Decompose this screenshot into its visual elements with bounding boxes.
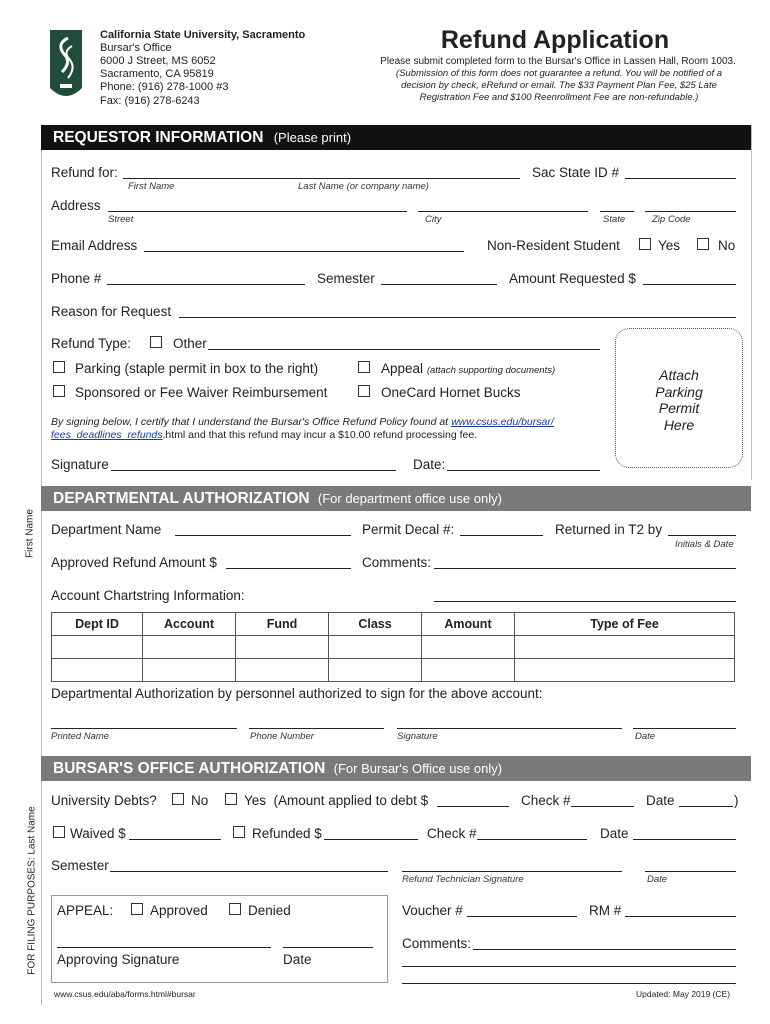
bursar-semester-field[interactable] — [110, 871, 388, 872]
appeal-approved-label: Approved — [150, 903, 208, 918]
bursar-check-label: Check # — [521, 793, 571, 808]
debts-yes-label: Yes (Amount applied to debt $ — [244, 793, 429, 808]
table-cell[interactable] — [329, 636, 422, 659]
waived-checkbox[interactable] — [53, 826, 65, 838]
bursar-semester-label: Semester — [51, 858, 109, 873]
date-field[interactable] — [447, 470, 600, 471]
dept-name-field[interactable] — [175, 535, 351, 536]
rm-label: RM # — [589, 903, 622, 918]
dept-comments-field-2[interactable] — [434, 601, 736, 602]
bursar-section-heading — [41, 756, 751, 781]
refund-policy-link-cont[interactable]: fees_deadlines_refunds — [51, 429, 163, 441]
approving-signature-field[interactable] — [57, 947, 271, 948]
amount-requested-label: Amount Requested $ — [509, 271, 636, 286]
approved-amount-field[interactable] — [226, 568, 351, 569]
phone-label: Phone # — [51, 271, 102, 286]
date-label: Date: — [413, 457, 446, 472]
table-cell[interactable] — [515, 636, 735, 659]
attach-line-1: Attach — [659, 367, 699, 383]
page-title: Refund Application — [440, 26, 670, 54]
table-cell[interactable] — [143, 636, 236, 659]
address-label: Address — [51, 198, 101, 213]
office-city: Sacramento, CA 95819 — [100, 68, 214, 80]
initials-date-hint: Initials & Date — [675, 539, 734, 550]
attach-line-3: Permit — [658, 400, 700, 416]
dept-comments-label: Comments: — [362, 555, 432, 570]
printed-name-field[interactable] — [51, 728, 237, 729]
address-street-field[interactable] — [108, 211, 407, 212]
departmental-heading: DEPARTMENTAL AUTHORIZATION — [53, 490, 310, 507]
semester-label: Semester — [317, 271, 375, 286]
appeal-box-label: APPEAL: — [57, 903, 114, 918]
dept-date-field[interactable] — [633, 728, 736, 729]
dept-comments-field[interactable] — [434, 568, 736, 569]
chartstring-header-row — [52, 613, 735, 636]
table-row — [52, 636, 735, 659]
requestor-section-heading — [41, 125, 751, 150]
sponsored-checkbox[interactable] — [53, 385, 65, 397]
appeal-approved-checkbox[interactable] — [131, 903, 143, 915]
table-cell[interactable] — [329, 659, 422, 682]
dept-signature-hint: Signature — [397, 731, 438, 742]
chartstring-label: Account Chartstring Information: — [51, 588, 245, 603]
col-amount: Amount — [422, 613, 515, 636]
left-border — [41, 125, 42, 1005]
certify-text-a: By signing below, I certify that I understand the Bursar's Office Refund Policy found at — [51, 416, 452, 428]
bursar-date-field[interactable] — [679, 806, 733, 807]
table-row — [52, 659, 735, 682]
debts-no-checkbox[interactable] — [172, 793, 184, 805]
phone-field[interactable] — [107, 284, 305, 285]
departmental-section-heading — [41, 486, 751, 511]
col-account: Account — [143, 613, 236, 636]
refunded-checkbox[interactable] — [233, 826, 245, 838]
reason-label: Reason for Request — [51, 304, 172, 319]
col-fund: Fund — [236, 613, 329, 636]
tech-date-field[interactable] — [645, 871, 736, 872]
voucher-label: Voucher # — [402, 903, 463, 918]
sponsored-label: Sponsored or Fee Waiver Reimbursement — [75, 385, 328, 400]
table-cell[interactable] — [52, 659, 143, 682]
approving-signature-label: Approving Signature — [57, 952, 180, 967]
certify-text — [51, 416, 611, 442]
email-label: Email Address — [51, 238, 138, 253]
debts-yes-checkbox[interactable] — [225, 793, 237, 805]
signature-label: Signature — [51, 457, 109, 472]
returned-t2-field[interactable] — [668, 535, 736, 536]
address-state-field[interactable] — [600, 211, 634, 212]
non-resident-label: Non-Resident Student — [487, 238, 620, 253]
office-street: 6000 J Street, MS 6052 — [100, 55, 216, 67]
refund-type-label: Refund Type: — [51, 336, 132, 351]
date2-field[interactable] — [633, 839, 736, 840]
non-resident-yes-checkbox[interactable] — [639, 238, 651, 250]
bursar-heading-sub: (For Bursar's Office use only) — [333, 761, 503, 776]
table-cell[interactable] — [422, 636, 515, 659]
appeal-denied-checkbox[interactable] — [229, 903, 241, 915]
close-paren: ) — [734, 793, 739, 808]
table-cell[interactable] — [422, 659, 515, 682]
approved-amount-label: Approved Refund Amount $ — [51, 555, 217, 570]
bursar-comments-field-3[interactable] — [402, 983, 736, 984]
attach-line-4: Here — [663, 416, 695, 433]
col-class: Class — [329, 613, 422, 636]
requestor-heading-sub: (Please print) — [273, 130, 352, 145]
dept-name-label: Department Name — [51, 522, 162, 537]
street-hint: Street — [108, 214, 134, 225]
returned-t2-label: Returned in T2 by — [555, 522, 663, 537]
certify-text-b: .html and that this refund may incur a $10.00 refund processing fee. — [162, 429, 478, 441]
waived-field[interactable] — [129, 839, 221, 840]
footer-url[interactable]: www.csus.edu/aba/forms.html#bursar — [54, 989, 196, 999]
parking-checkbox[interactable] — [53, 361, 65, 373]
bursar-check-field[interactable] — [571, 806, 634, 807]
table-cell[interactable] — [236, 636, 329, 659]
appeal-denied-label: Denied — [248, 903, 291, 918]
office-name: Bursar's Office — [100, 42, 172, 54]
onecard-checkbox[interactable] — [358, 385, 370, 397]
voucher-field[interactable] — [467, 916, 577, 917]
right-border — [751, 125, 752, 480]
state-hint: State — [603, 214, 626, 225]
tech-date-hint: Date — [647, 874, 668, 885]
bursar-date-label: Date — [646, 793, 675, 808]
bursar-comments-label: Comments: — [402, 936, 472, 951]
rm-field[interactable] — [625, 916, 736, 917]
chartstring-table — [51, 612, 735, 682]
appeal-note: (attach supporting documents) — [426, 365, 556, 376]
first-name-hint: First Name — [128, 181, 175, 192]
other-field[interactable] — [208, 349, 600, 350]
sac-state-id-label: Sac State ID # — [532, 165, 620, 180]
table-cell[interactable] — [515, 659, 735, 682]
refunded-field[interactable] — [324, 839, 418, 840]
printed-name-hint: Printed Name — [51, 731, 110, 742]
permit-decal-label: Permit Decal #: — [362, 522, 455, 537]
dept-date-hint: Date — [635, 731, 656, 742]
col-dept-id: Dept ID — [52, 613, 143, 636]
phone-number-field[interactable] — [249, 728, 384, 729]
amount-requested-field[interactable] — [643, 284, 736, 285]
university-logo — [42, 26, 90, 106]
permit-decal-field[interactable] — [460, 535, 543, 536]
non-resident-no-checkbox[interactable] — [697, 238, 709, 250]
other-checkbox[interactable] — [150, 336, 162, 348]
bursar-comments-field-2[interactable] — [402, 966, 736, 967]
office-fax: Fax: (916) 278-6243 — [100, 95, 200, 107]
side-label-filing: FOR FILING PURPOSES: Last Name — [26, 806, 38, 975]
table-cell[interactable] — [52, 636, 143, 659]
approving-date-field[interactable] — [283, 947, 373, 948]
header-note: (Submission of this form does not guarantee a refund. You will be notified of a decision by check, eRefund or email. The $33 Payment Plan Fee, $25 Late Registration Fee and $100 Reenrollment Fee are non-refundable.) — [395, 68, 723, 103]
bursar-comments-field[interactable] — [473, 949, 736, 950]
university-name: California State University, Sacramento — [100, 29, 306, 41]
date2-label: Date — [600, 826, 629, 841]
table-cell[interactable] — [143, 659, 236, 682]
signature-field[interactable] — [111, 470, 396, 471]
email-field[interactable] — [144, 251, 464, 252]
dept-auth-text: Departmental Authorization by personnel authorized to sign for the above account: — [51, 686, 543, 701]
onecard-label: OneCard Hornet Bucks — [381, 385, 521, 400]
parking-label: Parking (staple permit in box to the right) — [75, 361, 319, 376]
requestor-heading: REQUESTOR INFORMATION — [53, 129, 264, 146]
approving-date-label: Date — [283, 952, 312, 967]
refund-for-field[interactable] — [123, 178, 520, 179]
dept-signature-field[interactable] — [397, 728, 622, 729]
phone-number-hint: Phone Number — [250, 731, 314, 742]
departmental-heading-sub: (For department office use only) — [317, 491, 502, 506]
refund-policy-link[interactable]: www.csus.edu/bursar/ — [451, 416, 554, 428]
reason-field[interactable] — [179, 317, 736, 318]
appeal-label: Appeal — [381, 361, 424, 376]
tech-signature-field[interactable] — [402, 871, 622, 872]
address-zip-field[interactable] — [645, 211, 736, 212]
last-name-hint: Last Name (or company name) — [298, 181, 429, 192]
non-resident-yes-label: Yes — [658, 238, 681, 253]
semester-field[interactable] — [381, 284, 497, 285]
sac-state-id-field[interactable] — [625, 178, 736, 179]
address-city-field[interactable] — [418, 211, 588, 212]
table-cell[interactable] — [236, 659, 329, 682]
side-label-first-name: First Name — [24, 509, 36, 558]
check2-label: Check # — [427, 826, 477, 841]
office-phone: Phone: (916) 278-1000 #3 — [100, 81, 229, 93]
refunded-label: Refunded $ — [252, 826, 322, 841]
bursar-heading: BURSAR'S OFFICE AUTHORIZATION — [53, 760, 326, 777]
appeal-checkbox[interactable] — [358, 361, 370, 373]
non-resident-no-label: No — [718, 238, 736, 253]
col-type-of-fee: Type of Fee — [515, 613, 735, 636]
debts-no-label: No — [191, 793, 209, 808]
city-hint: City — [425, 214, 442, 225]
other-label: Other — [173, 336, 207, 351]
footer-updated: Updated: May 2019 (CE) — [636, 989, 731, 999]
refund-for-label: Refund for: — [51, 165, 118, 180]
header-intro: Please submit completed form to the Bursar's Office in Lassen Hall, Room 1003. — [380, 56, 736, 67]
tech-signature-hint: Refund Technician Signature — [402, 874, 524, 885]
check2-field[interactable] — [477, 839, 587, 840]
waived-label: Waived $ — [70, 826, 126, 841]
attach-permit-box — [615, 328, 743, 468]
attach-line-2: Parking — [655, 383, 703, 400]
appeal-option — [381, 361, 555, 376]
debt-amount-field[interactable] — [437, 806, 509, 807]
zip-hint: Zip Code — [652, 214, 691, 225]
university-debts-label: University Debts? — [51, 793, 157, 808]
